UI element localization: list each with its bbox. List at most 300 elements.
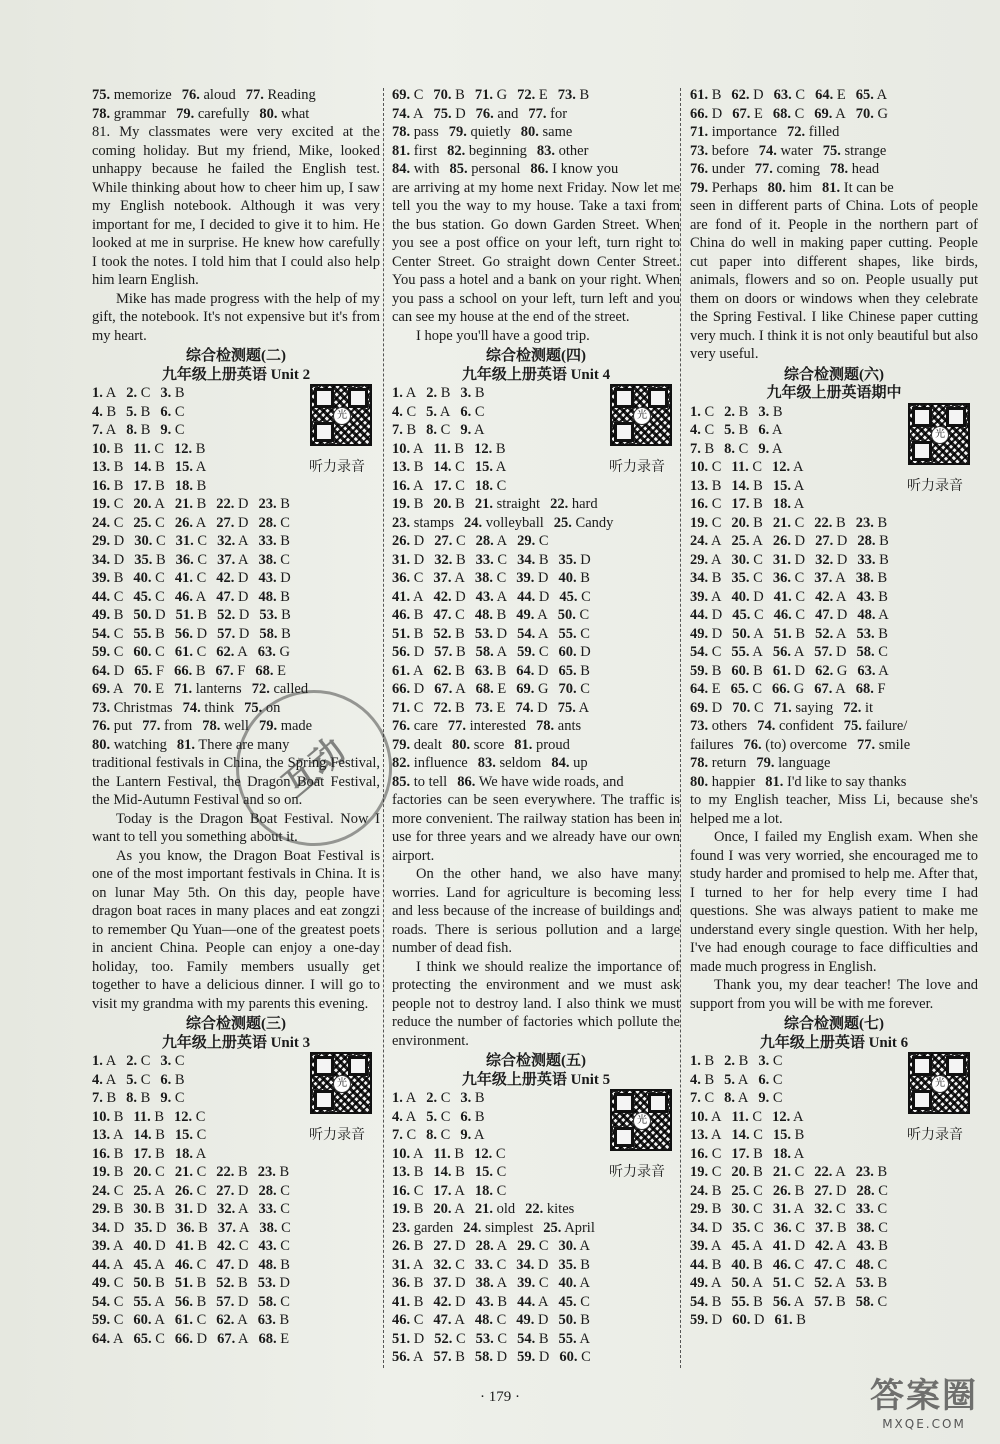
answer-item	[559, 662, 590, 681]
question-number: 68.	[855, 681, 874, 697]
answer-value: B	[279, 1164, 290, 1180]
answer-item	[690, 1274, 721, 1293]
question-number: 36.	[175, 551, 194, 568]
answer-item	[133, 588, 164, 607]
answer-value: A	[474, 1127, 485, 1143]
answer-value: F	[155, 662, 165, 679]
question-number: 22.	[525, 1201, 544, 1217]
answer-item	[392, 403, 416, 422]
answer-item	[392, 1145, 423, 1164]
answer-value: D	[496, 625, 508, 642]
answer-item	[175, 1256, 206, 1275]
question-number: 73.	[92, 699, 111, 716]
answer-value: C	[140, 1053, 151, 1069]
answer-value: A	[405, 385, 417, 401]
answer-item	[433, 1274, 465, 1293]
answer-value: before	[711, 142, 749, 159]
answer-item	[731, 532, 762, 551]
answer-item	[259, 1219, 290, 1238]
question-number: 28.	[857, 533, 876, 549]
answer-value: C	[113, 496, 124, 512]
answer-item	[217, 1330, 248, 1349]
answer-item	[202, 717, 249, 736]
answer-value: B	[704, 1053, 715, 1069]
answer-row	[392, 1182, 680, 1201]
answer-value: straight	[496, 496, 541, 512]
answer-value: A	[579, 1238, 590, 1254]
answer-value: put	[113, 718, 133, 734]
answer-item	[92, 532, 124, 551]
question-number: 68.	[255, 662, 274, 679]
answer-value: B	[155, 459, 165, 475]
question-number: 9.	[160, 1090, 172, 1106]
answer-value: C	[196, 1256, 207, 1273]
question-number: 9.	[460, 422, 472, 438]
answer-value: A	[710, 1127, 722, 1143]
question-number: 80.	[767, 179, 786, 196]
question-number: 34.	[92, 1219, 111, 1236]
answer-value: C	[413, 1312, 424, 1328]
question-number: 42.	[815, 588, 834, 605]
answer-value: C	[752, 1108, 763, 1125]
question-number: 75.	[92, 87, 111, 103]
question-number: 14.	[133, 1127, 152, 1143]
answer-value: C	[496, 1182, 507, 1199]
answer-row	[690, 569, 978, 588]
answer-value: B	[196, 496, 207, 512]
question-number: 43.	[475, 1293, 494, 1310]
question-number: 17.	[433, 1182, 452, 1199]
answer-value: C	[496, 1256, 507, 1273]
answer-item	[517, 1348, 549, 1367]
question-number: 41.	[392, 1293, 411, 1310]
section-title: 综合检测题(二)	[186, 348, 286, 364]
question-number: 22.	[216, 1164, 235, 1180]
answer-item	[774, 588, 805, 607]
answer-value: D	[711, 607, 723, 623]
answer-value: C	[140, 1071, 151, 1088]
answer-value: A	[154, 1256, 165, 1273]
question-number: 31.	[175, 533, 194, 549]
answer-item	[731, 551, 762, 570]
question-number: 44.	[690, 1256, 709, 1273]
answer-value: C	[413, 699, 424, 716]
answer-item	[856, 569, 887, 588]
answer-item	[731, 1126, 762, 1145]
question-number: 33.	[474, 1256, 493, 1273]
answer-item	[255, 662, 286, 681]
question-number: 75.	[433, 105, 452, 122]
question-number: 66.	[174, 662, 193, 679]
answer-value: F	[237, 662, 246, 679]
answer-item	[92, 384, 116, 403]
answer-value: D	[238, 1256, 249, 1273]
answer-item	[551, 754, 587, 773]
answer-row	[392, 662, 680, 681]
question-number: 39.	[690, 588, 709, 605]
answer-value: B	[454, 1145, 465, 1162]
answer-value: C	[280, 1182, 290, 1199]
question-number: 2.	[426, 1090, 438, 1106]
answer-value: C	[440, 1108, 451, 1125]
answer-item	[246, 86, 316, 105]
answer-value: C	[197, 551, 208, 568]
question-number: 56.	[392, 644, 411, 660]
question-number: 19.	[690, 1164, 709, 1180]
answer-item	[475, 495, 540, 514]
answer-value: other	[558, 142, 589, 159]
answer-item	[525, 1200, 574, 1219]
answer-row	[92, 1182, 380, 1201]
question-number: 57.	[216, 1293, 235, 1310]
question-number: 6.	[758, 422, 770, 438]
answer-item	[392, 495, 423, 514]
answer-value: D	[836, 1182, 847, 1199]
answer-value: I'd like to say thanks	[786, 773, 907, 790]
answer-item	[460, 1108, 484, 1127]
question-number: 3.	[160, 1053, 172, 1069]
answer-item	[258, 1274, 290, 1293]
answer-value: B	[174, 385, 185, 401]
answer-item	[392, 643, 424, 662]
answer-value: C	[794, 1164, 805, 1180]
question-number: 46.	[174, 1256, 193, 1273]
question-number: 2.	[724, 403, 736, 420]
answer-item	[217, 551, 248, 570]
question-number: 50.	[731, 1275, 750, 1291]
answer-item	[559, 1330, 590, 1349]
answer-value: A	[412, 440, 424, 457]
answer-item	[216, 1293, 248, 1312]
answer-item	[216, 588, 248, 607]
section-subtitle: 九年级上册英语期中	[766, 385, 902, 401]
answer-item	[759, 142, 813, 161]
question-number: 48.	[474, 607, 493, 623]
question-number: 50.	[732, 625, 751, 642]
question-number: 60.	[732, 1312, 751, 1328]
answer-value: B	[753, 496, 763, 512]
answer-item	[133, 1108, 164, 1127]
answer-value: lanterns	[195, 681, 242, 697]
answer-row	[690, 717, 978, 736]
question-number: 60.	[731, 662, 750, 679]
qr-code-icon	[310, 1052, 372, 1114]
answer-row	[690, 754, 978, 773]
answer-item	[134, 1219, 166, 1238]
answer-value: C	[580, 625, 590, 642]
answer-value: C	[174, 422, 185, 438]
answer-item	[433, 1182, 464, 1201]
question-number: 76.	[475, 105, 494, 122]
answer-row	[690, 551, 978, 570]
answer-item	[814, 105, 845, 124]
question-number: 18.	[474, 1182, 493, 1199]
question-number: 16.	[92, 477, 111, 494]
question-number: 44.	[92, 1256, 111, 1273]
question-number: 74.	[392, 105, 411, 122]
answer-value: C	[711, 459, 722, 475]
answer-item	[758, 403, 782, 422]
answer-value: C	[195, 1108, 206, 1125]
answer-item	[392, 384, 416, 403]
answer-value: C	[113, 1293, 124, 1310]
answer-item	[690, 1126, 721, 1145]
answer-item	[773, 1274, 804, 1293]
question-number: 6.	[160, 1071, 172, 1088]
column-3	[690, 86, 978, 1330]
answer-value: D	[538, 588, 550, 605]
answer-item	[92, 699, 173, 718]
answer-item	[92, 643, 123, 662]
essay-paragraph: seen in different parts of China. Lots of people are fond of it. People in the northern part of China do well in making paper cutting. People cut paper into different shapes, like birds, animals, flowers and so on. People usually put them on doors or windows when they celebrate the Spring Festival. I like Chinese paper cutting very much. I think it is not only beautiful but also very useful.	[690, 198, 978, 362]
answer-item	[133, 643, 164, 662]
question-number: 49.	[92, 1275, 111, 1291]
question-number: 41.	[392, 588, 411, 605]
answer-value: B	[455, 1349, 465, 1365]
question-number: 32.	[217, 1201, 236, 1217]
answer-value: B	[580, 1312, 590, 1328]
question-number: 67.	[814, 681, 833, 697]
answer-item	[815, 588, 846, 607]
answer-value: D	[196, 1201, 208, 1217]
answer-item	[857, 532, 888, 551]
answer-item	[517, 1274, 548, 1293]
answer-row	[690, 736, 978, 755]
answer-value: C	[711, 1145, 722, 1162]
answer-item	[433, 440, 464, 459]
answer-item	[517, 532, 548, 551]
answer-item	[174, 440, 205, 459]
question-number: 83.	[477, 755, 496, 771]
answer-value: C	[413, 570, 424, 586]
answer-item	[217, 606, 249, 625]
answer-value: with	[413, 161, 440, 177]
answer-item	[259, 532, 290, 551]
answer-value: C	[155, 588, 165, 605]
answer-value: B	[753, 662, 763, 679]
answer-item	[724, 403, 748, 422]
question-number: 26.	[174, 1182, 193, 1199]
question-number: 17.	[433, 477, 452, 494]
answer-value: C	[580, 1293, 590, 1310]
answer-item	[175, 569, 206, 588]
answer-row	[92, 86, 380, 105]
answer-row	[392, 773, 680, 792]
question-number: 33.	[855, 1201, 874, 1217]
answer-value: B	[155, 1145, 165, 1162]
question-number: 27.	[815, 533, 834, 549]
essay-paragraph: factories can be seen everywhere. The traffic is more convenient. The railway station has been in use for three years and we already have our own airport.	[392, 792, 680, 864]
question-number: 52.	[217, 607, 236, 623]
answer-value: C	[440, 1090, 451, 1106]
answer-value: B	[474, 1108, 485, 1125]
answer-value: A	[154, 1293, 165, 1310]
answer-value: C	[711, 514, 722, 531]
answer-value: C	[197, 533, 208, 549]
answer-value: D	[711, 699, 723, 716]
answer-item	[457, 773, 624, 792]
answer-item	[773, 1200, 804, 1219]
answer-item	[133, 495, 164, 514]
answer-value: B	[113, 1201, 124, 1217]
question-number: 53.	[257, 1275, 276, 1291]
answer-value: A	[412, 1145, 424, 1162]
answer-row	[92, 514, 380, 533]
answer-item	[175, 625, 207, 644]
answer-value: D	[711, 105, 723, 122]
answer-item	[160, 1071, 184, 1090]
answer-value: made	[280, 718, 313, 734]
question-number: 32.	[815, 551, 834, 568]
answer-item	[814, 569, 845, 588]
answer-value: D	[113, 662, 125, 679]
answer-row	[690, 179, 978, 198]
answer-value: C	[113, 1275, 124, 1291]
answer-item	[434, 680, 465, 699]
question-number: 68.	[772, 105, 791, 122]
question-number: 58.	[258, 1293, 277, 1310]
question-number: 86.	[457, 773, 476, 790]
answer-item	[690, 588, 721, 607]
answer-value: D	[794, 662, 806, 679]
answer-value: D	[580, 644, 591, 660]
question-number: 59.	[92, 1312, 111, 1328]
answer-item	[392, 86, 423, 105]
question-number: 59.	[690, 662, 709, 679]
answer-value: B	[279, 1312, 290, 1328]
answer-item	[133, 1182, 164, 1201]
question-number: 22.	[814, 514, 833, 531]
answer-value: C	[440, 1127, 451, 1143]
answer-item	[554, 514, 614, 533]
question-number: 70.	[133, 681, 152, 697]
answer-row	[92, 1274, 380, 1293]
answer-item	[517, 1330, 548, 1349]
answer-value: D	[537, 699, 548, 716]
answer-item	[690, 643, 721, 662]
answer-item	[517, 588, 549, 607]
answer-item	[133, 440, 164, 459]
answer-item	[92, 495, 123, 514]
answer-value: B	[455, 87, 465, 103]
question-number: 85.	[449, 161, 468, 177]
question-number: 72.	[786, 124, 806, 140]
answer-item	[92, 551, 124, 570]
answer-item	[732, 1219, 763, 1238]
answer-item	[690, 736, 733, 755]
question-number: 21.	[772, 1164, 791, 1180]
question-number: 47.	[216, 588, 235, 605]
answer-item	[392, 1311, 423, 1330]
answer-item	[731, 1237, 762, 1256]
question-number: 53.	[855, 1275, 874, 1291]
question-number: 34.	[516, 1256, 535, 1273]
qr-audio-label: 听力录音	[907, 1127, 963, 1143]
answer-item	[133, 1293, 164, 1312]
answer-value: C	[413, 1182, 424, 1199]
question-number: 50.	[558, 1312, 577, 1328]
question-number: 11.	[133, 440, 151, 457]
answer-item	[426, 384, 450, 403]
answer-row	[392, 160, 680, 179]
answer-item	[475, 569, 506, 588]
answer-value: beginning	[468, 142, 527, 159]
question-number: 77.	[142, 718, 161, 734]
question-number: 13.	[392, 1164, 411, 1180]
question-number: 51.	[174, 1275, 193, 1291]
essay-paragraph: Today is the Dragon Boat Festival. Now I want to tell you something about it.	[92, 810, 380, 845]
answer-item	[392, 1348, 423, 1367]
answer-item	[92, 1330, 123, 1349]
answer-value: simplest	[484, 1219, 534, 1236]
question-number: 62.	[216, 644, 235, 660]
answer-value: I know you	[552, 161, 619, 177]
answer-row	[690, 160, 978, 179]
question-number: 77.	[754, 161, 773, 177]
question-number: 80.	[520, 124, 539, 140]
answer-item	[259, 551, 290, 570]
answer-block	[92, 1052, 380, 1348]
answer-value: B	[753, 1145, 763, 1162]
answer-row	[392, 588, 680, 607]
question-number: 61.	[690, 87, 709, 103]
answer-row	[92, 1311, 380, 1330]
answer-item	[392, 514, 454, 533]
question-number: 58.	[259, 625, 278, 642]
answer-item	[433, 477, 464, 496]
question-number: 80.	[690, 773, 709, 790]
answer-item	[475, 1311, 506, 1330]
answer-value: C	[753, 551, 763, 568]
answer-item	[174, 1108, 205, 1127]
answer-value: C	[238, 1238, 249, 1254]
answer-value: A	[878, 662, 889, 679]
answer-value: C	[794, 105, 805, 122]
answer-row	[92, 1219, 380, 1238]
answer-item	[476, 1237, 507, 1256]
answer-value: C	[495, 1145, 506, 1162]
answer-value: B	[198, 1219, 208, 1236]
answer-item	[433, 1145, 464, 1164]
answer-item	[475, 1256, 506, 1275]
answer-row	[690, 1200, 978, 1219]
question-number: 7.	[392, 422, 403, 438]
question-number: 23.	[855, 1164, 874, 1180]
answer-value: C	[496, 1312, 507, 1328]
answer-row	[92, 606, 380, 625]
answer-item	[856, 1256, 887, 1275]
answer-value: influence	[413, 755, 468, 771]
answer-item	[92, 86, 172, 105]
question-number: 12.	[772, 459, 791, 475]
answer-value: C	[196, 1312, 207, 1328]
question-number: 80.	[92, 736, 111, 753]
answer-block	[690, 1052, 978, 1330]
answer-value: A	[154, 496, 165, 512]
question-number: 35.	[134, 551, 153, 568]
section-subtitle: 九年级上册英语 Unit 2	[161, 366, 311, 383]
question-number: 73.	[474, 699, 493, 716]
question-number: 38.	[474, 570, 493, 586]
question-number: 73.	[690, 142, 709, 159]
answer-value: B	[106, 1090, 117, 1106]
question-number: 27.	[216, 514, 235, 531]
answer-value: D	[413, 533, 425, 549]
answer-item	[218, 1219, 249, 1238]
answer-item	[724, 1052, 748, 1071]
answer-value: We have wide roads, and	[478, 773, 624, 790]
question-number: 4.	[92, 1071, 103, 1088]
